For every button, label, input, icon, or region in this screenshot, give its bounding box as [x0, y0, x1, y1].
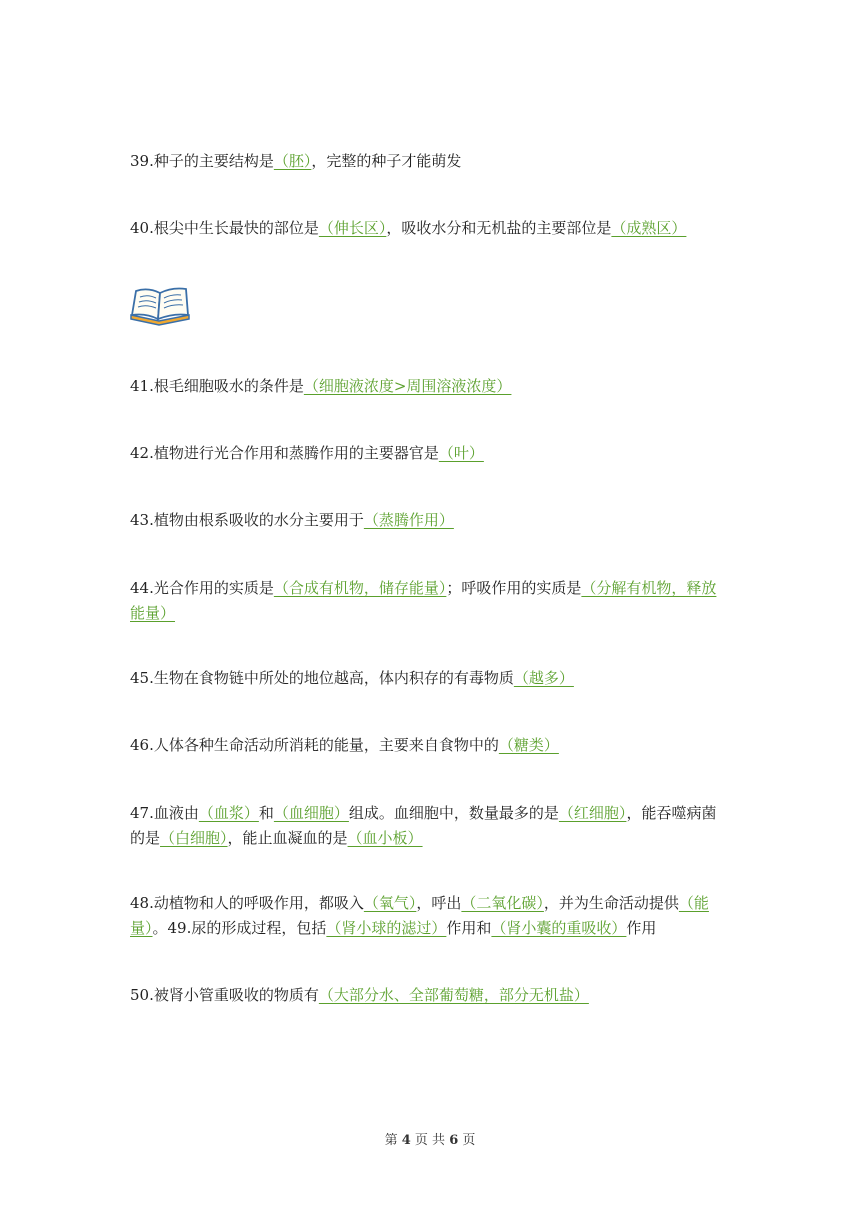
- question-text: 。49.尿的形成过程，包括: [152, 919, 327, 937]
- question-50: [130, 983, 730, 1008]
- footer-total-pages: 6: [449, 1133, 459, 1148]
- answer-blank: （细胞液浓度>周围溶液浓度）: [303, 377, 512, 395]
- answer-blank: （蒸腾作用）: [363, 511, 454, 529]
- page-footer: [0, 1129, 860, 1148]
- question-39: [130, 149, 730, 174]
- answer-blank: （越多）: [513, 669, 574, 687]
- question-text: 39.种子的主要结构是: [130, 152, 274, 170]
- answer-blank: （血细胞）: [273, 804, 349, 822]
- footer-page-number: 4: [401, 1133, 411, 1148]
- question-text: ，完整的种子才能萌发: [311, 152, 462, 170]
- answer-blank: （合成有机物，储存能量）: [273, 579, 447, 597]
- question-43: [130, 508, 730, 533]
- question-text: 作用: [626, 919, 657, 937]
- question-text: 44.光合作用的实质是: [130, 579, 274, 597]
- answer-blank: （血浆）: [198, 804, 259, 822]
- answer-blank: （血小板）: [347, 829, 423, 847]
- answer-blank: （胚）: [273, 152, 312, 170]
- question-41: [130, 374, 730, 399]
- question-text: 50.被肾小管重吸收的物质有: [130, 986, 319, 1004]
- question-text: 47.血液由: [130, 804, 199, 822]
- question-text: 46.人体各种生命活动所消耗的能量，主要来自食物中的: [130, 736, 499, 754]
- question-44: [130, 576, 730, 626]
- answer-blank: （伸长区）: [318, 219, 387, 237]
- question-text: 和: [258, 804, 274, 822]
- answer-blank: （肾小囊的重吸收）: [491, 919, 627, 937]
- question-text: 41.根毛细胞吸水的条件是: [130, 377, 304, 395]
- question-text: 45.生物在食物链中所处的地位越高，体内积存的有毒物质: [130, 669, 514, 687]
- answer-blank: （叶）: [438, 444, 484, 462]
- question-text: ，能吞噬病菌的是: [130, 804, 717, 847]
- question-text: 组成。血细胞中，数量最多的是: [348, 804, 559, 822]
- question-text: ；呼吸作用的实质是: [446, 579, 582, 597]
- question-42: [130, 441, 730, 466]
- question-text: 43.植物由根系吸收的水分主要用于: [130, 511, 364, 529]
- answer-blank: （能量）: [130, 894, 709, 937]
- open-book-icon: [128, 285, 192, 327]
- footer-prefix: 第: [384, 1133, 398, 1148]
- question-text: ，并为生命活动提供: [543, 894, 679, 912]
- question-text: 40.根尖中生长最快的部位是: [130, 219, 319, 237]
- answer-blank: （成熟区）: [611, 219, 687, 237]
- answer-blank: （大部分水、全部葡萄糖，部分无机盐）: [318, 986, 589, 1004]
- question-text: ，能止血凝血的是: [227, 829, 348, 847]
- question-45: [130, 666, 730, 691]
- answer-blank: （氧气）: [363, 894, 417, 912]
- question-40: [130, 216, 730, 241]
- question-48-49: [130, 891, 730, 941]
- answer-blank: （二氧化碳）: [461, 894, 544, 912]
- answer-blank: （肾小球的滤过）: [326, 919, 447, 937]
- answer-blank: （红细胞）: [558, 804, 627, 822]
- answer-blank: （白细胞）: [160, 829, 228, 847]
- question-47: [130, 801, 730, 851]
- question-text: ，吸收水分和无机盐的主要部位是: [386, 219, 612, 237]
- question-text: 42.植物进行光合作用和蒸腾作用的主要器官是: [130, 444, 439, 462]
- question-text: ，呼出: [416, 894, 462, 912]
- answer-blank: （糖类）: [498, 736, 559, 754]
- question-46: [130, 733, 730, 758]
- footer-middle: 页 共: [414, 1133, 446, 1148]
- question-text: 作用和: [446, 919, 492, 937]
- footer-suffix: 页: [462, 1133, 476, 1148]
- answer-blank: （分解有机物，释放能量）: [130, 579, 717, 622]
- question-text: 48.动植物和人的呼吸作用，都吸入: [130, 894, 364, 912]
